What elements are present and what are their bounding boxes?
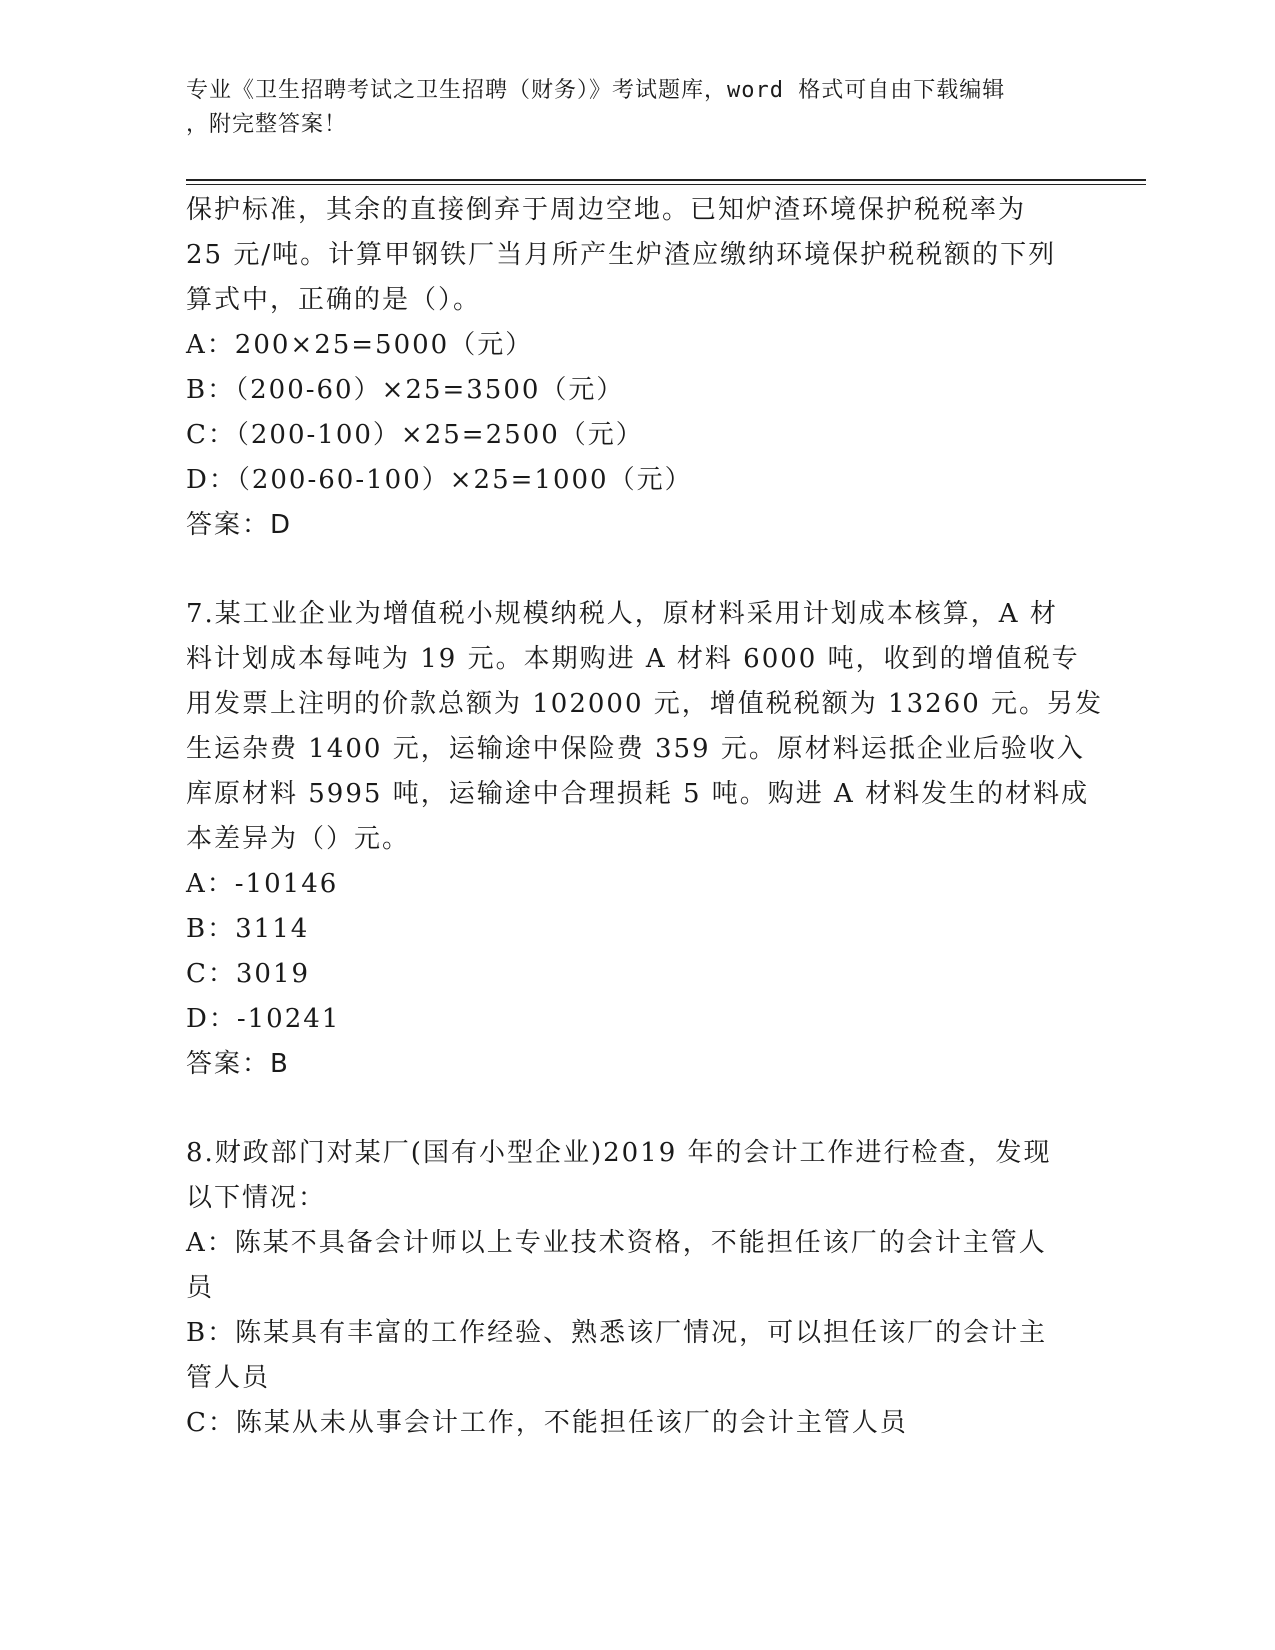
- question-stem-line: 算式中，正确的是（）。: [186, 285, 482, 315]
- question-stem-line: 料计划成本每吨为 19 元。本期购进 A 材料 6000 吨，收到的增值税专: [186, 644, 1080, 674]
- option-d: D：-10241: [186, 1004, 341, 1034]
- option-a-continued: 员: [186, 1273, 215, 1303]
- document-body: [186, 188, 1104, 1446]
- header-divider-thin: [186, 184, 1146, 185]
- question-7: [186, 592, 1104, 1087]
- option-b-continued: 管人员: [186, 1363, 271, 1393]
- question-6: [186, 188, 1086, 548]
- question-stem-line: 本差异为（）元。: [186, 824, 411, 854]
- question-spacer: [186, 548, 1086, 592]
- option-a: A：-10146: [186, 869, 339, 899]
- header-line-1: 专业《卫生招聘考试之卫生招聘（财务）》考试题库，word 格式可自由下载编辑: [186, 78, 1006, 103]
- answer-label: 答案：D: [186, 510, 293, 540]
- option-a: A：陈某不具备会计师以上专业技术资格，不能担任该厂的会计主管人: [186, 1228, 1047, 1258]
- question-stem-line: 8.财政部门对某厂(国有小型企业)2019 年的会计工作进行检查，发现: [186, 1138, 1052, 1168]
- option-b: B：（200-60）×25=3500（元）: [186, 375, 625, 405]
- question-stem-line: 生运杂费 1400 元，运输途中保险费 359 元。原材料运抵企业后验收入: [186, 734, 1085, 764]
- answer-label: 答案：B: [186, 1049, 290, 1079]
- header-line-2: ，附完整答案！: [186, 112, 348, 137]
- option-a: A：200×25=5000（元）: [186, 330, 534, 360]
- option-c: C：（200-100）×25=2500（元）: [186, 420, 644, 450]
- option-b: B：3114: [186, 914, 310, 944]
- option-c: C：3019: [186, 959, 311, 989]
- header-divider-thick: [186, 179, 1146, 181]
- question-stem-line: 用发票上注明的价款总额为 102000 元，增值税税额为 13260 元。另发: [186, 689, 1104, 719]
- question-stem-line: 保护标准，其余的直接倒弃于周边空地。已知炉渣环境保护税税率为: [186, 195, 1027, 225]
- option-b: B：陈某具有丰富的工作经验、熟悉该厂情况，可以担任该厂的会计主: [186, 1318, 1048, 1348]
- question-stem-line: 库原材料 5995 吨，运输途中合理损耗 5 吨。购进 A 材料发生的材料成: [186, 779, 1090, 809]
- page-header: [186, 74, 1066, 142]
- question-spacer: [186, 1087, 1086, 1131]
- question-8: [186, 1131, 1086, 1446]
- option-d: D：（200-60-100）×25=1000（元）: [186, 465, 693, 495]
- option-c: C：陈某从未从事会计工作，不能担任该厂的会计主管人员: [186, 1408, 908, 1438]
- question-stem-line: 25 元/吨。计算甲钢铁厂当月所产生炉渣应缴纳环境保护税税额的下列: [186, 240, 1057, 270]
- question-stem-line: 7.某工业企业为增值税小规模纳税人，原材料采用计划成本核算，A 材: [186, 599, 1058, 629]
- question-stem-line: 以下情况：: [186, 1183, 327, 1213]
